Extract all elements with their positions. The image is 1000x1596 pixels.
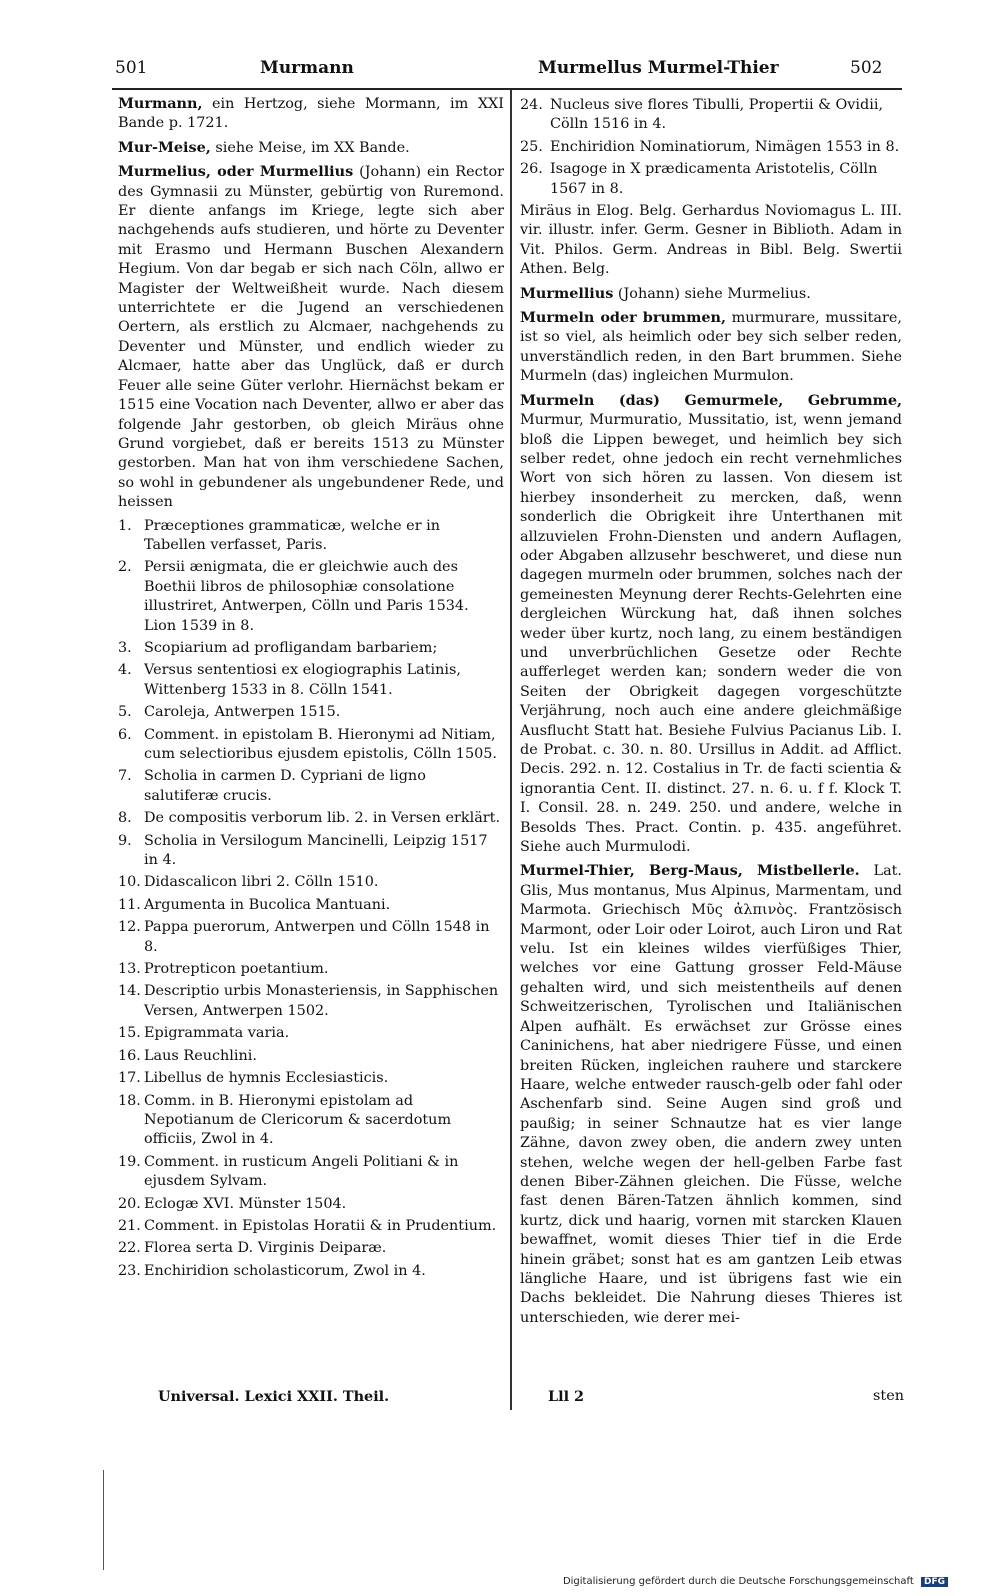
entry-lemma: Murmann, [118, 95, 203, 112]
entry-murmel-thier [520, 861, 902, 1328]
works-list-left [118, 517, 504, 1282]
entry-text: Miräus in Elog. Belg. Gerhardus Noviomagus L. III. vir. illustr. infer. Germ. Gesner in Biblioth. Adam in Vit. Philos. Germ. Andreas in Bibl. Belg. Swertii Athen. Belg. [520, 203, 902, 278]
list-item: 12. Pappa puerorum, Antwerpen und Cölln 1548 in 8. [118, 919, 490, 955]
works-list-right [520, 96, 902, 199]
entry-murmeln [520, 308, 902, 387]
list-item: 7. Scholia in carmen D. Cypriani de ligno salutiferæ crucis. [118, 768, 426, 804]
entry-text: siehe Meise, im XX Bande. [215, 139, 410, 156]
list-item: 22. Florea serta D. Virginis Deiparæ. [118, 1240, 387, 1257]
list-item: 1. Præceptiones grammaticæ, welche er in Tabellen verfasset, Paris. [118, 517, 441, 553]
entry-text: murmurare, mussitare, ist so viel, als heimlich oder bey sich selber reden, unverständlich reden, in den Bart brummen. Siehe Murmeln (das) ingleichen Murmulon. [520, 310, 902, 385]
entry-text: Murmur, Murmuratio, Mussitatio, ist, wenn jemand bloß die Lippen beweget, und heimlich bey sich selber redet, ohne jedoch ein recht vernehmliches Wort von sich hören zu lassen. Von diesem ist hierbey insonderheit zu mercken, daß, wenn sonderlich die Obrigkeit ihre Unterthanen mit allzuvielen Frohn-Diensten und andern Auflagen, oder Abgaben allzusehr beschweret, und diese nun dagegen murmeln oder brummen, solches nach der gemeinesten Meynung derer Rechts-Gelehrten eine dergleichen Würckung hat, daß ihnen solches weder über kurtz, noch lang, zu einem beständigen und unverbrüchlichen Gesetze oder Rechte aufferleget werden kan; sondern weder die von Seiten der Obrigkeit dagegen vorgeschützte Verjährung, noch auch eine andere gleichmäßige Ausflucht Statt hat. Besiehe Fulvius Pacianus Lib. I. de Probat. c. 30. n. 80. Ursillus in Addit. ad Afflict. Decis. 292. n. 12. Costalius in Tr. de facti scientia & ignorantia Cent. II. distinct. 27. n. 6. u. f f. Klock T. I. Consil. 28. n. 249. 250. und andere, welche in Besolds Thes. Pract. Contin. p. 435. angeführet. Siehe auch Murmulodi. [520, 412, 902, 856]
entry-lemma: Murmel-Thier, Berg-Maus, Mistbellerle. [520, 862, 860, 880]
entry-murmeln-das [520, 391, 902, 858]
list-item: 14. Descriptio urbis Monasteriensis, in Sapphischen Versen, Antwerpen 1502. [118, 983, 499, 1019]
page-header [110, 58, 900, 86]
entry-mur-meise [118, 138, 504, 158]
list-item: 25. Enchiridion Nominatiorum, Nimägen 1553 in 8. [520, 138, 900, 155]
list-item: 23. Enchiridion scholasticorum, Zwol in 4. [118, 1262, 426, 1279]
list-item: 26. Isagoge in X prædicamenta Aristotelis, Cölln 1567 in 8. [520, 161, 878, 197]
entry-lemma: Murmelius, oder Murmellius [118, 163, 354, 181]
list-item: 2. Persii ænigmata, die er gleichwie auch des Boethii libros de philosophiæ consolatione illustriret, Antwerpen, Cölln und Paris 1534. Lion 1539 in 8. [118, 559, 469, 634]
list-item: 17. Libellus de hymnis Ecclesiasticis. [118, 1070, 389, 1087]
entry-lemma: Mur-Meise, [118, 138, 211, 156]
list-item: 15. Epigrammata varia. [118, 1025, 290, 1042]
list-item: 16. Laus Reuchlini. [118, 1047, 257, 1064]
list-item: 5. Caroleja, Antwerpen 1515. [118, 704, 341, 721]
list-item: 20. Eclogæ XVI. Münster 1504. [118, 1195, 347, 1212]
list-item: 18. Comm. in B. Hieronymi epistolam ad Nepotianum de Clericorum & sacerdotum officiis, Zwol in 4. [118, 1092, 452, 1148]
right-column [520, 94, 902, 1332]
dfg-logo: DFG [921, 1577, 948, 1587]
list-item: 21. Comment. in Epistolas Horatii & in Prudentium. [118, 1217, 497, 1234]
list-item: 6. Comment. in epistolam B. Hieronymi ad Nitiam, cum selectioribus ejusdem epistolis, Cölln 1505. [118, 726, 497, 762]
list-item: 8. De compositis verborum lib. 2. in Versen erklärt. [118, 810, 501, 827]
list-item: 11. Argumenta in Bucolica Mantuani. [118, 896, 391, 913]
entry-murmellius [520, 284, 902, 304]
entry-lemma: Murmeln oder brummen, [520, 309, 726, 327]
entry-murmann [118, 94, 504, 134]
signature-mark: Lll 2 [548, 1388, 585, 1405]
left-column [118, 94, 504, 1284]
left-running-head: Murmann [260, 58, 354, 78]
list-item: 3. Scopiarium ad profligandam barbariem; [118, 639, 438, 656]
entry-lemma: Murmellius [520, 284, 614, 302]
column-divider [510, 90, 512, 1410]
list-item: 10. Didascalicon libri 2. Cölln 1510. [118, 874, 379, 891]
list-item: 24. Nucleus sive flores Tibulli, Propertii & Ovidii, Cölln 1516 in 4. [520, 97, 884, 133]
list-item: 19. Comment. in rusticum Angeli Politiani & in ejusdem Sylvam. [118, 1153, 459, 1190]
entry-text: ein Hertzog, siehe Mormann, im XXI Bande p. 1721. [118, 96, 504, 132]
list-item: 9. Scholia in Versilogum Mancinelli, Leipzig 1517 in 4. [118, 832, 488, 869]
list-item: 13. Protrepticon poetantium. [118, 961, 329, 978]
catchword: sten [873, 1388, 904, 1404]
credit-text: Digitalisierung gefördert durch die Deutsche Forschungsgemeinschaft [562, 1576, 914, 1587]
entry-text: (Johann) siehe Murmelius. [617, 285, 811, 302]
entry-text: (Johann) ein Rector des Gymnasii zu Münster, gebürtig von Ruremond. Er diente anfangs im Kriege, legte sich aber nachgehends aufs studieren, und hörte zu Deventer mit Erasmo und Hermann Buschen Alexandern Hegium. Von dar begab er sich nach Cöln, allwo er Magister der Weltweißheit wurde. Nach diesem unterrichtete er die Jugend an verschiedenen Oertern, als erstlich zu Alcmaer, nachgehends zu Deventer und Münster, und endlich wieder zu Alcmaer, hatte aber das Unglück, daß er durch Feuer alle seine Güter verlohr. Hiernächst bekam er 1515 eine Vocation nach Deventer, allwo er aber das folgende Jahr gestorben, ob gleich Miräus ohne Grund vorgiebet, daß er bereits 1513 zu Münster gestorben. Man hat von ihm verschiedene Sachen, so wohl in gebundener als ungebundener Rede, und heissen [118, 164, 504, 511]
header-rule [112, 88, 902, 90]
list-item: 4. Versus sententiosi ex elogiographis Latinis, Wittenberg 1533 in 8. Cölln 1541. [118, 662, 461, 698]
digitization-credit [563, 1576, 948, 1587]
sources-paragraph [520, 202, 902, 280]
entry-text: Lat. Glis, Mus montanus, Mus Alpinus, Marmentam, und Marmota. Griechisch Μῦς ἀλπινὸς. Frantzösisch Marmont, oder Loir oder Loirot, auch Liron und Rat velu. Ist ein kleines wildes vierfüßiges Thier, welches vor eine Gattung grosser Feld-Mäuse gehalten wird, und sich meistentheils auf denen Schweitzerischen, Tyrolischen und Italiänischen Alpen aufhält. Es erwächset zur Grösse eines Caninichens, hat aber niedrigere Füsse, und einen breiten Rücken, ingleichen rauhere und starckere Haare, welche entweder rausch-gelb oder fahl oder Aschenfarb sind. Seine Augen sind groß und paußig; in seiner Schnautze hat es vier lange Zähne, davon zwey oben, die andern zwey unten stehen, welche wegen der hell-gelben Farbe fast denen Biber-Zähnen gleichen. Die Füsse, welche fast denen Bären-Tatzen ähnlich kommen, sind kurtz, dick und haarig, vornen mit starcken Klauen bewaffnet, womit dieses Thier tief in die Erde hinein gräbet; sonst hat es am gantzen Leib etwas längliche Haare, und ist übrigens fast wie ein Dachs bekleidet. Die Nahrung dieses Thieres ist unterschieden, wie derer mei- [520, 863, 903, 1326]
margin-line [103, 1470, 104, 1570]
left-page-number: 501 [115, 58, 148, 78]
entry-murmelius [118, 162, 504, 512]
right-page-number: 502 [850, 58, 883, 78]
entry-lemma: Murmeln (das) Gemurmele, Gebrumme, [520, 391, 902, 409]
volume-signature: Universal. Lexici XXII. Theil. [158, 1388, 390, 1405]
right-running-head: Murmellus Murmel-Thier [538, 58, 779, 78]
